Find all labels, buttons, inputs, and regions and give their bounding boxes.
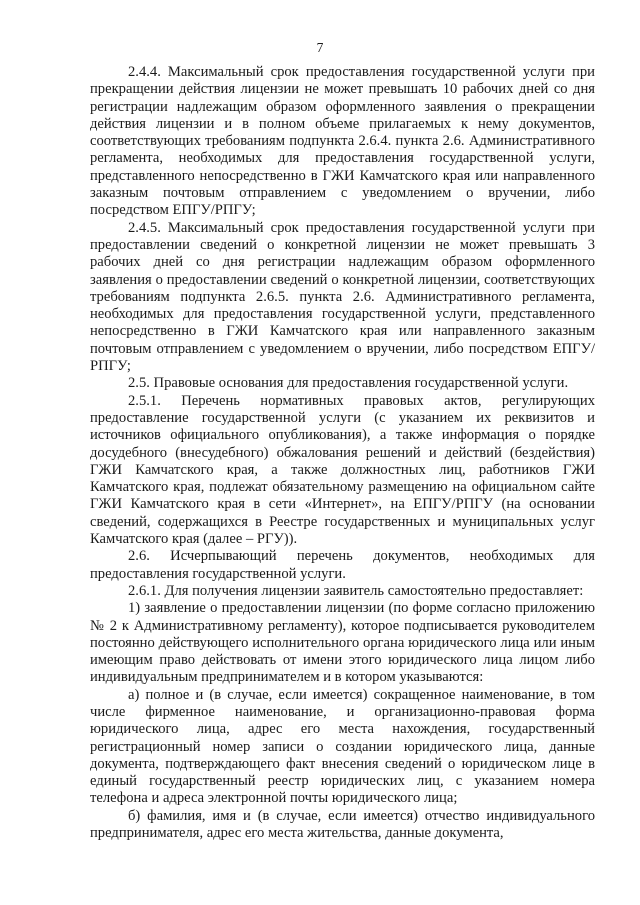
paragraph-2-4-4: 2.4.4. Максимальный срок предоставления государственной услуги при прекращении действия лицензии не может превышать 10 рабочих дней со дня регистрации надлежащим образом оформленного заявления о прекращении действия лицензии и в полном объеме прилагаемых к нему документов, соответствующих требованиям подпункта 2.6.4. пункта 2.6. Административного регламента, необходимых для предоставления государственной услуги, представленного непосредственно в ГЖИ Камчатского края или направленного заказным почтовым отправлением с уведомлением о вручении, либо посредством ЕПГУ/РПГУ;	[90, 64, 595, 219]
list-item-a: а) полное и (в случае, если имеется) сокращенное наименование, в том числе фирменное наименование, и организационно-правовая форма юридического лица, адрес его места нахождения, государственный регистрационный номер записи о создании юридического лица, данные документа, подтверждающего факт внесения сведений о юридическом лице в единый государственный реестр юридических лиц, с указанием номера телефона и адреса электронной почты юридического лица;	[90, 686, 595, 807]
list-item-b: б) фамилия, имя и (в случае, если имеется) отчество индивидуального предпринимателя, адрес его места жительства, данные документа,	[90, 807, 595, 842]
paragraph-2-5-1: 2.5.1. Перечень нормативных правовых актов, регулирующих предоставление государственной услуги (с указанием их реквизитов и источников официального опубликования), а также информация о порядке досудебного (внесудебного) обжалования решений и действий (бездействия) ГЖИ Камчатского края, а также должностных лиц, работников ГЖИ Камчатского края, подлежат обязательному размещению на официальном сайте ГЖИ Камчатского края в сети «Интернет», на ЕПГУ/РПГУ (на основании сведений, содержащихся в Реестре государственных и муниципальных услуг Камчатского края (далее – РГУ)).	[90, 392, 595, 548]
paragraph-2-6: 2.6. Исчерпывающий перечень документов, необходимых для предоставления государственной услуги.	[90, 548, 595, 582]
document-body	[90, 64, 595, 842]
paragraph-2-5: 2.5. Правовые основания для предоставления государственной услуги.	[128, 375, 569, 392]
page-number: 7	[316, 40, 324, 55]
paragraph-2-6-1: 2.6.1. Для получения лицензии заявитель самостоятельно предоставляет:	[128, 582, 584, 599]
list-item-1: 1) заявление о предоставлении лицензии (по форме согласно приложению № 2 к Административному регламенту), которое подписывается руководителем постоянно действующего исполнительного органа юридического лица или иным имеющим право действовать от имени этого юридического лица лицом либо индивидуальным предпринимателем и в котором указываются:	[90, 600, 595, 686]
paragraph-2-4-5: 2.4.5. Максимальный срок предоставления государственной услуги при предоставлении сведений о конкретной лицензии не может превышать 3 рабочих дней со дня регистрации надлежащим образом оформленного заявления о предоставлении сведений о конкретной лицензии, соответствующих требованиям подпункта 2.6.5. пункта 2.6. Административного регламента, необходимых для предоставления государственной услуги, представленного непосредственно в ГЖИ Камчатского края или направленного заказным почтовым отправлением с уведомлением о вручении, либо посредством ЕПГУ/РПГУ;	[90, 219, 595, 375]
